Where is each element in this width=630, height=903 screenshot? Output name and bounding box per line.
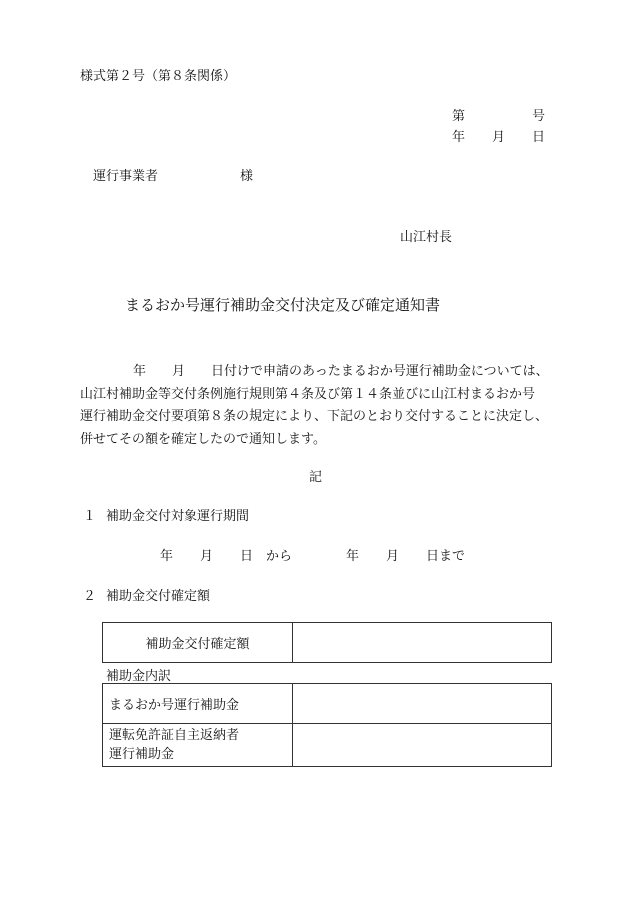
period-from: から bbox=[266, 549, 293, 564]
breakdown-value-cell bbox=[293, 724, 552, 767]
breakdown-label: 補助金内訳 bbox=[106, 669, 172, 684]
breakdown-value-cell bbox=[293, 684, 552, 724]
period-start-year: 年 bbox=[160, 549, 174, 564]
period-start-day: 日 bbox=[240, 549, 254, 564]
period-start-month: 月 bbox=[200, 549, 214, 564]
form-label: 様式第２号（第８条関係） bbox=[80, 69, 237, 84]
issuer: 山江村長 bbox=[400, 230, 453, 245]
table-row bbox=[103, 684, 552, 724]
ki-mark: 記 bbox=[309, 470, 323, 485]
breakdown-label-cell bbox=[103, 684, 293, 724]
total-amount-value bbox=[293, 623, 552, 663]
body-line: 運行補助金交付要項第８条の規定により、下記のとおり交付することに決定し、 bbox=[80, 409, 549, 424]
body-line: 併せてその額を確定したので通知します。 bbox=[80, 431, 326, 447]
date-month: 月 bbox=[492, 130, 506, 145]
section1-number: １ bbox=[83, 509, 97, 524]
breakdown-label-cell bbox=[103, 724, 293, 767]
date-year: 年 bbox=[452, 130, 466, 145]
section2-heading: 補助金交付確定額 bbox=[106, 589, 211, 604]
doc-number-suffix: 号 bbox=[532, 109, 546, 124]
section1-heading: 補助金交付対象運行期間 bbox=[106, 509, 250, 524]
body-paragraph bbox=[80, 361, 560, 451]
period-end-month: 月 bbox=[386, 549, 400, 564]
breakdown-label-line: 運転免許証自主返納者 bbox=[109, 728, 240, 743]
doc-number-prefix: 第 bbox=[452, 109, 466, 124]
breakdown-label-line: まるおか号運行補助金 bbox=[109, 698, 240, 713]
total-amount-label: 補助金交付確定額 bbox=[103, 623, 293, 663]
period-end-day: 日まで bbox=[426, 549, 466, 564]
addressee-name: 運行事業者 bbox=[93, 169, 159, 184]
date-day: 日 bbox=[532, 130, 546, 145]
body-line: 年 月 日付けで申請のあったまるおか号運行補助金については、 bbox=[133, 364, 549, 379]
breakdown-table bbox=[102, 683, 552, 767]
total-amount-row bbox=[103, 623, 552, 663]
breakdown-label-line: 運行補助金 bbox=[109, 747, 175, 762]
section2-number: ２ bbox=[83, 589, 97, 604]
body-line: 山江村補助金等交付条例施行規則第４条及び第１４条並びに山江村まるおか号 bbox=[80, 386, 536, 402]
table-row bbox=[103, 724, 552, 767]
addressee-honorific: 様 bbox=[240, 169, 254, 184]
period-end-year: 年 bbox=[346, 549, 360, 564]
total-amount-table bbox=[102, 622, 552, 663]
document-title: まるおか号運行補助金交付決定及び確定通知書 bbox=[125, 296, 441, 314]
